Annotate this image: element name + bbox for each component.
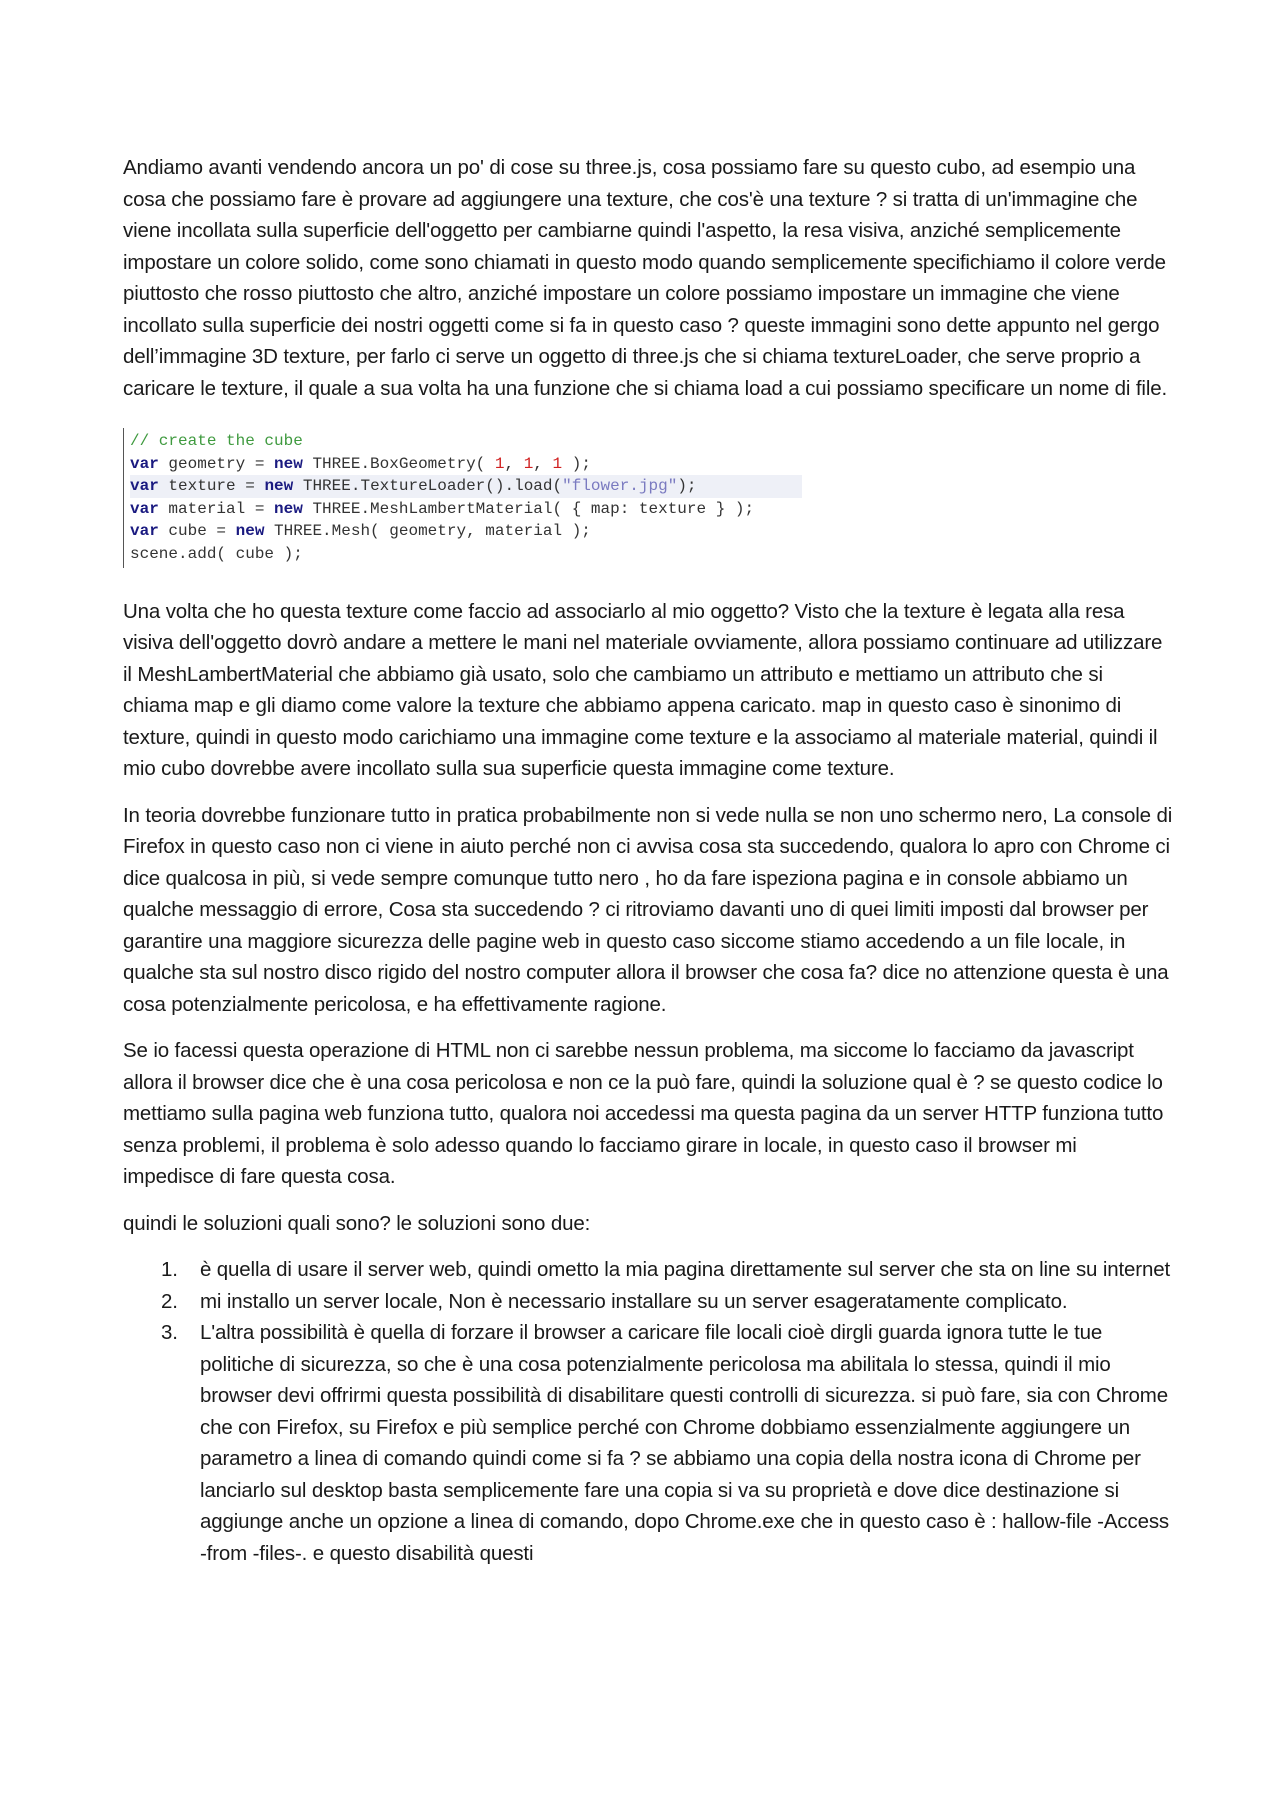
paragraph-html-javascript: Se io facessi questa operazione di HTML non ci sarebbe nessun problema, ma siccome lo facciamo da javascript allora il browser dice che è una cosa pericolosa e non ce la può fare, quindi la soluzione qual è ? se questo codice lo mettiamo sulla pagina web funziona tutto, qualora noi accedessi ma questa pagina da un server HTTP funziona tutto senza problemi, il problema è solo adesso quando lo facciamo girare in locale, in questo caso il browser mi impedisce di fare questa cosa. <box>123 1039 1164 1189</box>
document-page <box>123 152 1173 1569</box>
paragraph-browser-console: In teoria dovrebbe funzionare tutto in pratica probabilmente non si vede nulla se non uno schermo nero, La console di Firefox in questo caso non ci viene in aiuto perché non ci avvisa cosa sta succedendo, qualora lo apro con Chrome ci dice qualcosa in più, si vede sempre comunque tutto nero , ho da fare ispeziona pagina e in console abbiamo un qualche messaggio di errore, Cosa sta succedendo ? ci ritroviamo davanti uno di quei limiti imposti dal browser per garantire una maggiore sicurezza delle pagine web in questo caso siccome stiamo accedendo a un file locale, in qualche sta sul nostro disco rigido del nostro computer allora il browser che cosa fa? dice no attenzione questa è una cosa potenzialmente pericolosa, e ha effettivamente ragione. <box>123 803 1173 1016</box>
code-text: material = <box>158 499 275 518</box>
code-keyword: var <box>130 454 159 473</box>
code-keyword: var <box>130 477 159 496</box>
code-keyword: var <box>130 499 159 518</box>
code-text: THREE.Mesh( geometry, material ); <box>264 522 591 541</box>
list-item <box>123 1317 1173 1569</box>
code-number: 1 <box>523 454 534 473</box>
paragraph-texture-material: Una volta che ho questa texture come faccio ad associarlo al mio oggetto? Visto che la texture è legata alla resa visiva dell'oggetto dovrò andare a mettere le mani nel materiale ovviamente, allora possiamo continuare ad utilizzare il MeshLambertMaterial che abbiamo già usato, solo che cambiamo un attributo e mettiamo un attributo che si chiama map e gli diamo come valore la texture che abbiamo appena caricato. map in questo caso è sinonimo di texture, quindi in questo modo carichiamo una immagine come texture e la associamo al materiale material, quindi il mio cubo dovrebbe avere incollato sulla sua superficie questa immagine come texture. <box>123 599 1163 781</box>
code-comment: // create the cube <box>130 432 303 450</box>
code-keyword: new <box>264 477 294 496</box>
list-item-number: 2. <box>161 1289 178 1313</box>
code-string: "flower.jpg" <box>562 477 678 496</box>
code-number: 1 <box>494 454 505 473</box>
code-line-4 <box>130 498 810 521</box>
code-keyword: var <box>130 522 159 541</box>
code-number: 1 <box>552 454 563 473</box>
code-text: ); <box>562 454 591 473</box>
code-keyword: new <box>274 454 303 473</box>
paragraph-intro: Andiamo avanti vendendo ancora un po' di cose su three.js, cosa possiamo fare su questo cubo, ad esempio una cosa che possiamo fare è provare ad aggiungere una texture, che cos'è una texture ? si tratta di un'immagine che viene incollata sulla superficie dell'oggetto per cambiarne quindi l'aspetto, la resa visiva, anziché semplicemente impostare un colore solido, come sono chiamati in questo modo quando semplicemente specifichiamo il colore verde piuttosto che rosso piuttosto che altro, anziché impostare un colore possiamo impostare un immagine che viene incollato sulla superficie dei nostri oggetti come si fa in questo caso ? queste immagini sono dette appunto nel gergo dell’immagine 3D texture, per farlo ci serve un oggetto di three.js che si chiama textureLoader, che serve proprio a caricare le texture, il quale a sua volta ha una funzione che si chiama load a cui possiamo specificare un nome di file. <box>123 156 1168 400</box>
list-item-number: 3. <box>161 1321 178 1345</box>
list-item <box>123 1286 1173 1318</box>
code-text: geometry = <box>158 454 275 473</box>
code-text: scene.add( cube ); <box>130 544 303 563</box>
paragraph-solutions-intro: quindi le soluzioni quali sono? le soluzioni sono due: <box>123 1211 591 1235</box>
code-text: cube = <box>158 522 236 541</box>
code-text: THREE.BoxGeometry( <box>302 454 495 473</box>
code-line-3 <box>130 475 802 498</box>
code-line-1 <box>130 430 810 453</box>
solutions-list <box>123 1254 1173 1569</box>
code-line-6 <box>130 543 810 566</box>
code-text: , <box>533 454 553 473</box>
list-item <box>123 1254 1173 1286</box>
code-keyword: new <box>274 499 303 518</box>
list-item-text: L'altra possibilità è quella di forzare il browser a caricare file locali cioè dirgli guarda ignora tutte le tue politiche di sicurezza, so che è una cosa potenzialmente pericolosa ma abilitala lo stessa, quindi il mio browser devi offrirmi questa possibilità di disabilitare questi controlli di sicurezza. si può fare, sia con Chrome che con Firefox, su Firefox e più semplice perché con Chrome dobbiamo essenzialmente aggiungere un parametro a linea di comando quindi come si fa ? se abbiamo una copia della nostra icona di Chrome per lanciarlo sul desktop basta semplicemente fare una copia si va su proprietà e dove dice destinazione si aggiunge anche un opzione a linea di comando, dopo Chrome.exe che in questo caso è : hallow-file -Access -from -files-. e questo disabilità questi <box>200 1321 1170 1565</box>
code-snippet <box>123 428 810 568</box>
list-item-text: è quella di usare il server web, quindi ometto la mia pagina direttamente sul server che sta on line su internet <box>200 1258 1171 1282</box>
code-line-5 <box>130 520 810 543</box>
code-text: THREE.MeshLambertMaterial( { map: texture } ); <box>302 499 755 518</box>
list-item-text: mi installo un server locale, Non è necessario installare su un server esageratamente complicato. <box>200 1289 1068 1313</box>
code-text: , <box>504 454 524 473</box>
code-text: THREE.TextureLoader().load( <box>293 477 563 496</box>
code-line-2 <box>130 453 810 476</box>
code-text: ); <box>677 477 697 496</box>
list-item-number: 1. <box>161 1258 178 1282</box>
code-text: texture = <box>158 477 265 496</box>
code-keyword: new <box>235 522 265 541</box>
